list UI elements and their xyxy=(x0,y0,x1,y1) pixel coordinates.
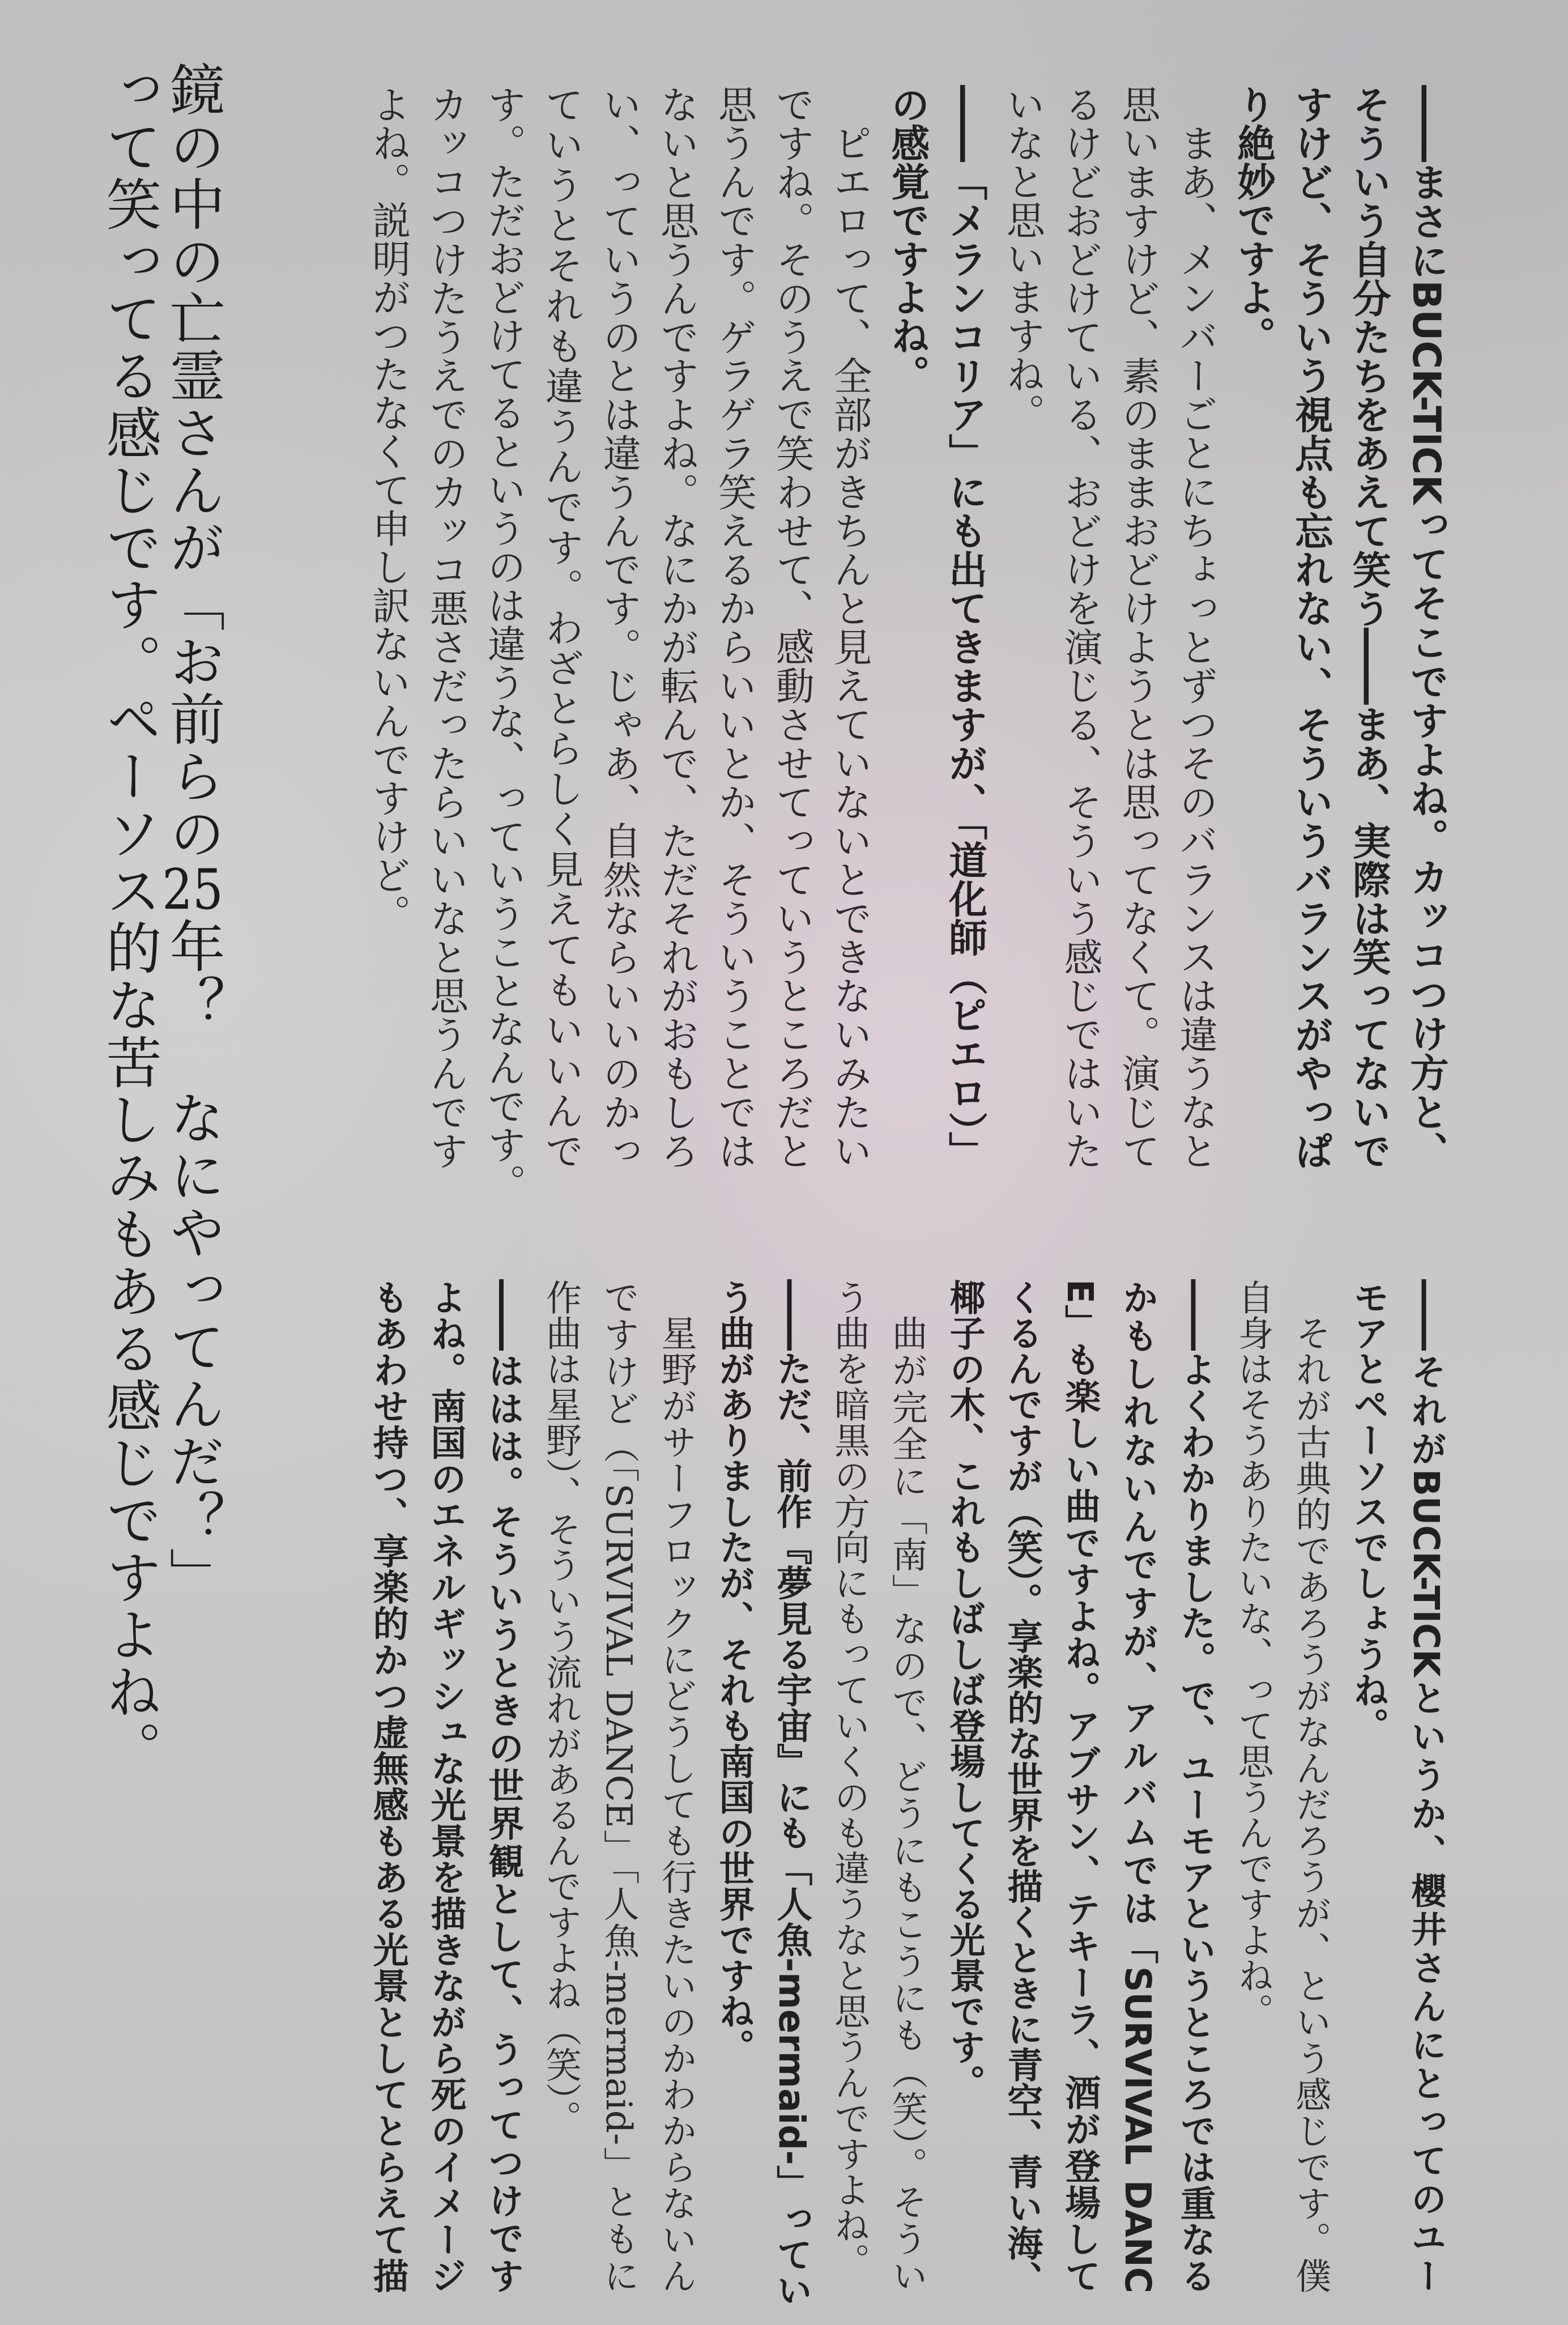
interviewee-answer-line: まあ、メンバーごとにちょっとずつそのバランスは違うなと xyxy=(1173,124,1218,1170)
pull-quote-line: って笑ってる感じです。ペーソス的な苦しみもある感じですよね。 xyxy=(97,61,161,1778)
interviewer-question-line: かもしれないんですが、アルバムでは「SURVIVAL DANC xyxy=(1117,1279,1159,2293)
interviewee-answer-line: いなと思いますね。 xyxy=(1000,85,1045,432)
pull-quote-line xyxy=(161,61,224,1863)
interviewee-answer-line: う曲を暗黒の方向にもっていくのも違うなと思うんですよね。 xyxy=(829,1279,871,2279)
pull-quote-text: 年？ なにやってんだ？」 xyxy=(160,918,225,1604)
interviewee-answer-line: カッコつけたうえでのカッコ悪さだったらいいなと思うんです xyxy=(423,85,468,1170)
interviewer-question-line: 椰子の木、これもしばしば登場してくる光景です。 xyxy=(944,1279,986,2100)
interviewee-answer-line: 思いますけど、素のままおどけようとは思ってなくて。演じて xyxy=(1115,85,1161,1170)
pull-quote xyxy=(97,61,224,1863)
pull-quote-number: 25 xyxy=(162,862,223,918)
interviewer-question-line: もあわせ持つ、享楽的かつ虚無感もある光景としてとらえて描 xyxy=(367,1279,409,2293)
interviewer-question-line: ――まさにBUCK-TICKってそこですよね。カッコつけ方と、 xyxy=(1404,85,1448,1170)
interviewer-question-line: ――「メランコリア」にも出てきますが、「道化師（ピエロ）」 xyxy=(942,85,987,1170)
interviewee-answer-line: ですけど（「SURVIVAL DANCE」「人魚-mermaid-」ともに xyxy=(598,1279,640,2293)
interviewer-question-line: ――よくわかりました。で、ユーモアというところでは重なる xyxy=(1174,1279,1216,2293)
interviewer-question-line: ――ははは。そういうときの世界観として、うってつけです xyxy=(483,1279,525,2293)
interview-text-lower xyxy=(359,1279,1455,2308)
interviewee-answer-line: ピエロって、全部がきちんと見えていないとできないみたい xyxy=(827,124,872,1170)
interview-text-upper xyxy=(359,85,1455,1202)
interviewee-answer-line: よね。説明がつたなくて申し訳ないんですけど。 xyxy=(365,85,411,932)
interviewee-answer-line: それが古典的であろうがなんだろうが、という感じです。僕 xyxy=(1290,1315,1332,2293)
interviewer-question-line: の感覚ですよね。 xyxy=(884,85,930,393)
interviewee-answer-line: 自身はそうありたいな、って思うんですよね。 xyxy=(1232,1279,1274,2029)
interviewee-answer-line: ていうとそれも違うんです。わざとらしく見えてもいいんで xyxy=(539,85,584,1170)
interviewer-question-line: モアとペーソスでしょうね。 xyxy=(1348,1279,1390,1743)
interviewee-answer-line: 思うんです。ゲラゲラ笑えるからいいとか、そういうことでは xyxy=(711,85,757,1170)
interviewee-answer-line: 曲が完全に「南」なので、どうにもこうにも（笑）。そうい xyxy=(886,1315,928,2293)
interviewee-answer-line: ですね。そのうえで笑わせて、感動させてっていうところだと xyxy=(769,85,815,1170)
interviewer-question-line: E」も楽しい曲ですよね。アブサン、テキーラ、酒が登場して xyxy=(1059,1279,1101,2293)
interviewer-question-line: ――ただ、前作『夢見る宇宙』にも「人魚-mermaid-」ってい xyxy=(771,1279,813,2308)
interviewer-question-line: すけど、そういう視点も忘れない、そういうバランスがやっぱ xyxy=(1288,85,1333,1170)
interviewee-answer-line: い、っていうのとは違うんです。じゃあ、自然ならいいのかっ xyxy=(596,85,641,1170)
interviewer-question-line: り絶妙ですよ。 xyxy=(1230,85,1276,355)
pull-quote-text: 鏡の中の亡霊さんが「お前らの xyxy=(160,61,225,862)
interviewee-answer-line: 星野がサーフロックにどうしても行きたいのかわからないん xyxy=(655,1315,697,2293)
interviewee-answer-line: るけどおどけている、おどけを演じる、そういう感じではいた xyxy=(1058,85,1103,1170)
interviewer-question-line: う曲がありましたが、それも南国の世界ですね。 xyxy=(713,1279,755,2064)
interviewer-question-line: ――それがBUCK-TICKというか、櫻井さんにとってのユー xyxy=(1405,1279,1447,2293)
interviewer-question-line: そういう自分たちをあえて笑う――まあ、実際は笑ってないで xyxy=(1346,85,1391,1170)
interviewer-question-line: くるんですが（笑）。享楽的な世界を描くときに青空、青い海、 xyxy=(1002,1279,1043,2297)
interviewee-answer-line: す。ただおどけてるというのは違うな、っていうことなんです。 xyxy=(481,85,526,1202)
interviewee-answer-line: ないと思うんですよね。なにかが転んで、ただそれがおもしろ xyxy=(654,85,699,1170)
interviewee-answer-line: 作曲は星野）、そういう流れがあるんですよね（笑）。 xyxy=(540,1279,582,2136)
interviewer-question-line: よね。南国のエネルギッシュな光景を描きながら死のイメージ xyxy=(425,1279,467,2293)
